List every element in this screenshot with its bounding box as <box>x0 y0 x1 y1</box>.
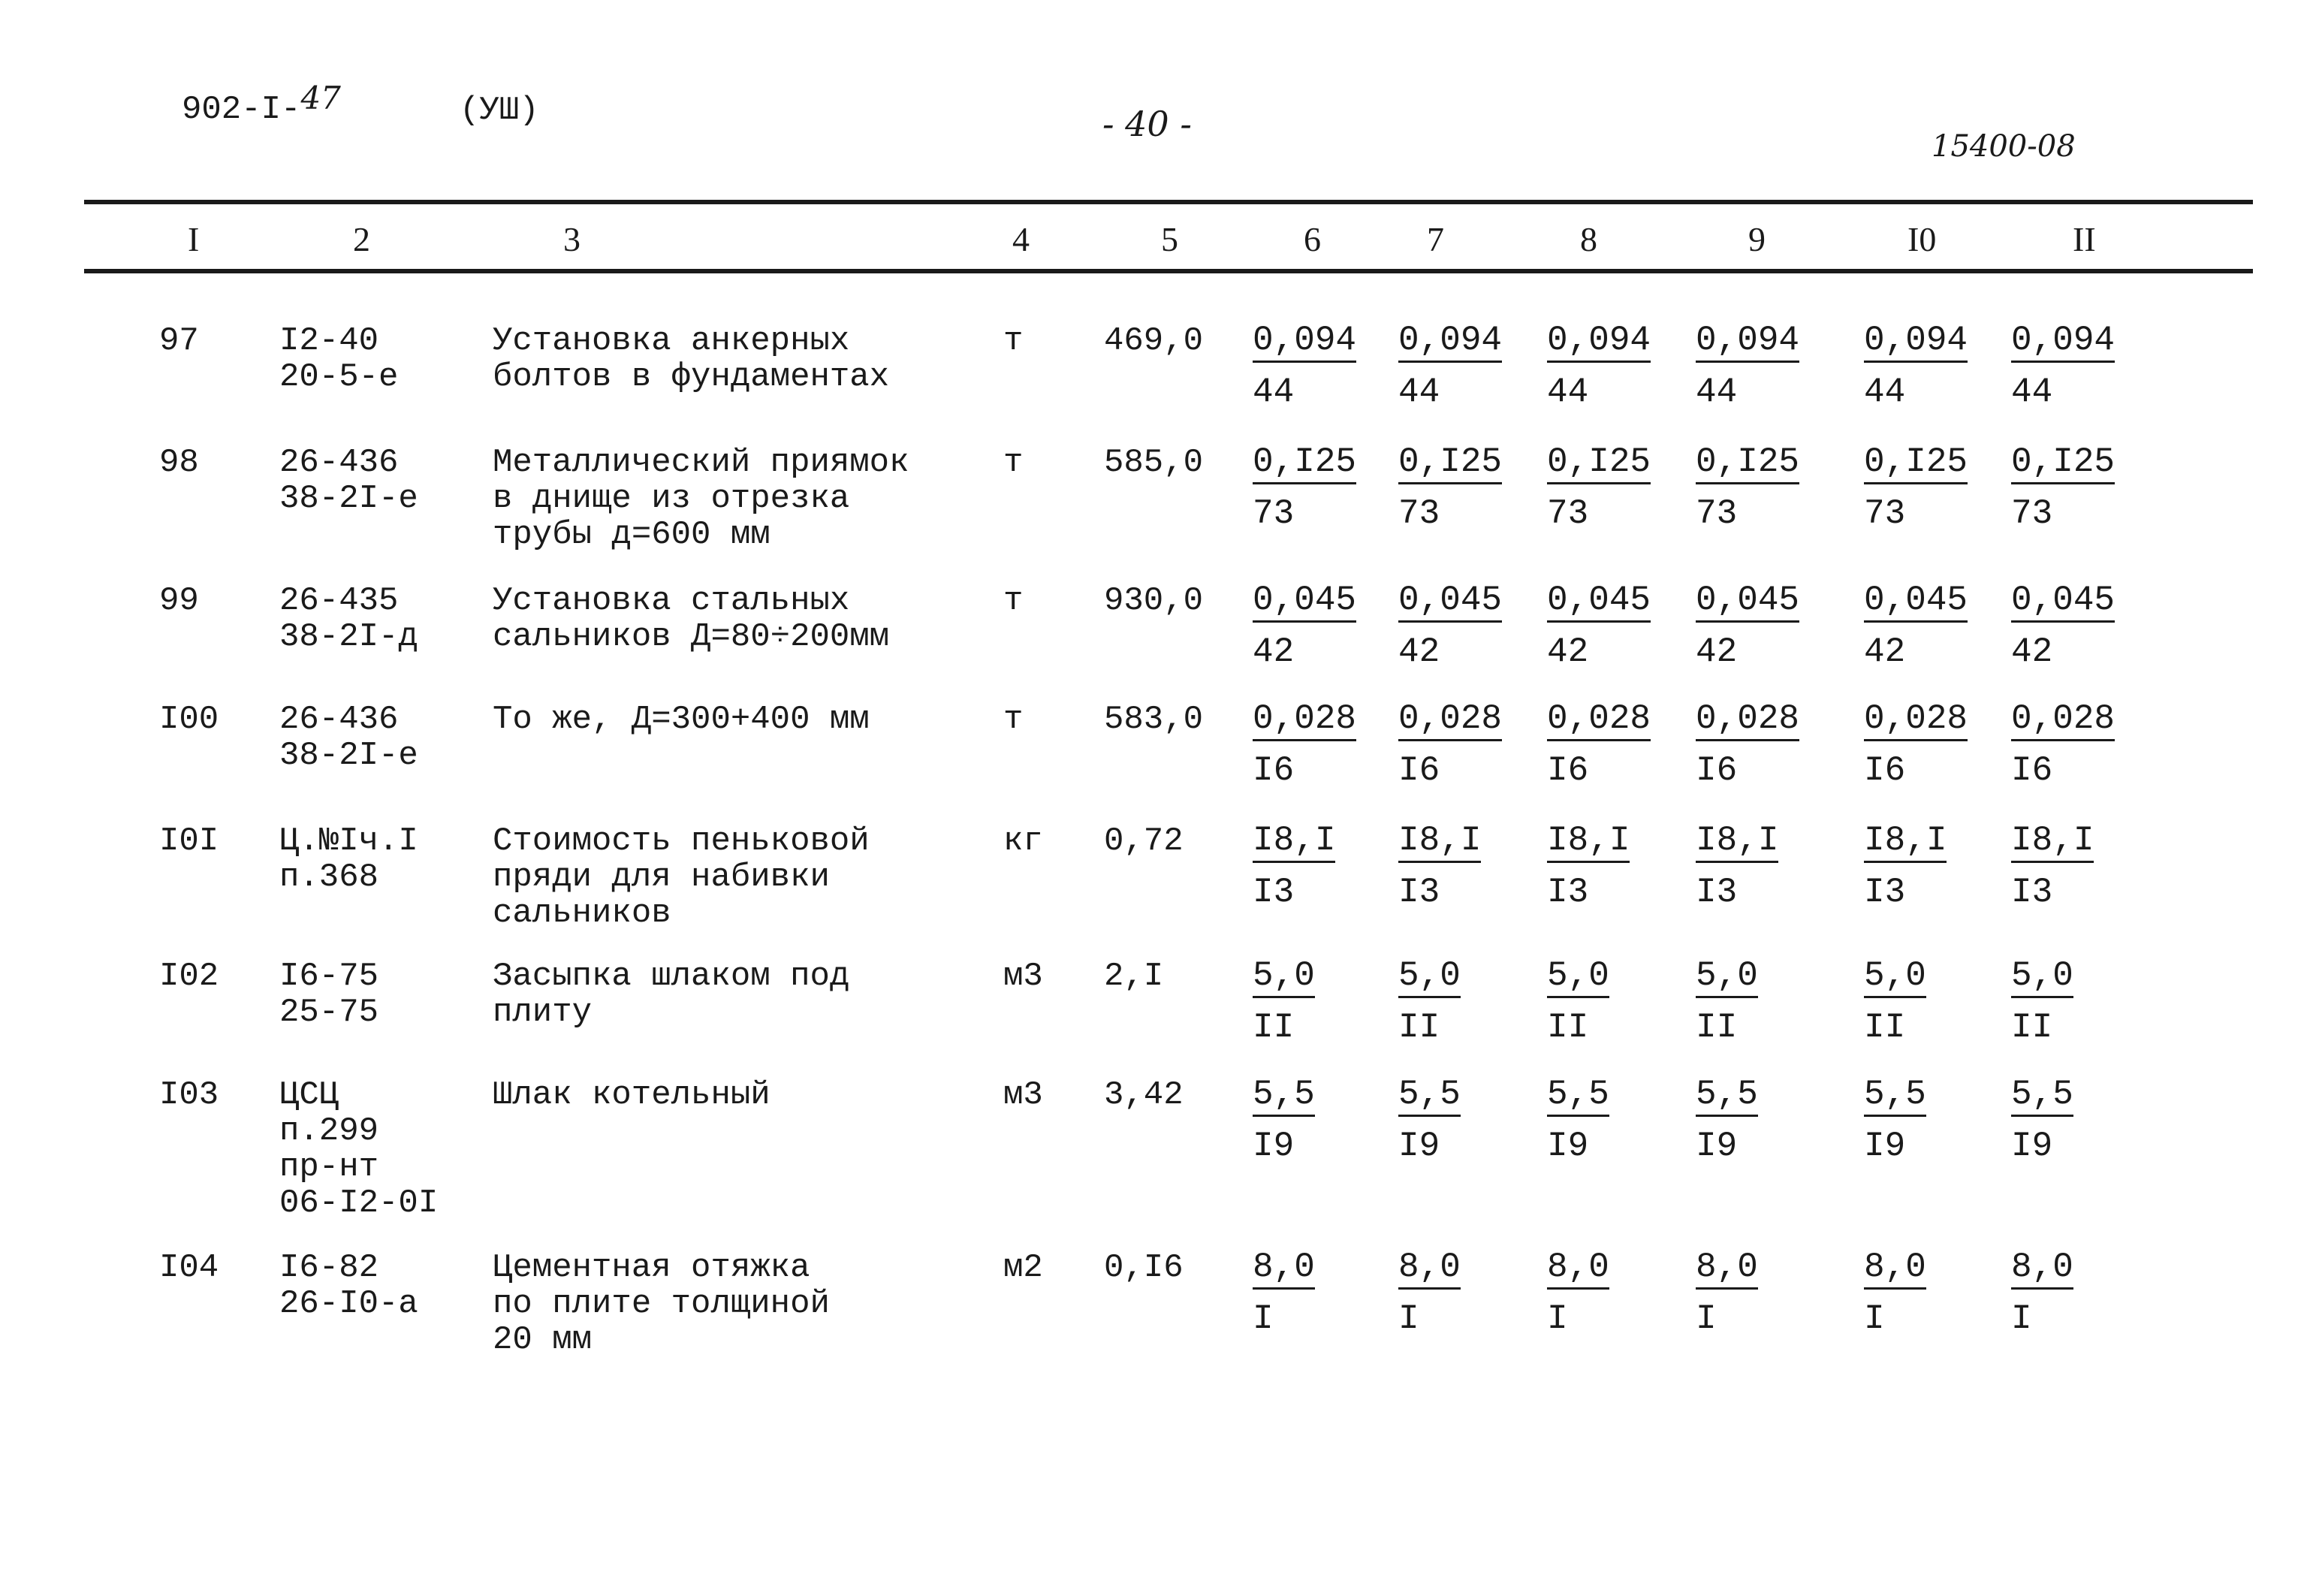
norm-code: I6-82 26-I0-а <box>279 1249 418 1323</box>
value-numerator: 0,094 <box>1696 321 1799 363</box>
column-header-1: I <box>188 220 200 258</box>
value-fraction <box>1547 700 1651 789</box>
value-fraction <box>1864 581 1968 671</box>
value-numerator: I8,I <box>1864 822 1947 863</box>
work-description: Цементная отяжка по плите толщиной 20 мм <box>493 1249 830 1359</box>
value-denominator: 42 <box>2011 632 2053 671</box>
norm-code: 26-436 38-2I-е <box>279 444 418 517</box>
value-numerator: 0,028 <box>1864 700 1968 741</box>
value-denominator: I6 <box>2011 751 2053 790</box>
value-denominator: II <box>1398 1008 1440 1047</box>
column-header-7: 7 <box>1427 220 1444 258</box>
value-denominator: I6 <box>1398 751 1440 790</box>
value-denominator: I <box>2011 1299 2032 1338</box>
value-fraction <box>1398 1076 1461 1165</box>
norm-code: Ц.№Iч.I п.368 <box>279 822 418 896</box>
value-numerator: 0,I25 <box>1253 443 1356 484</box>
value-fraction <box>1398 957 1461 1046</box>
value-denominator: 44 <box>1398 373 1440 412</box>
work-description: Шлак котельный <box>493 1076 771 1114</box>
norm-code: ЦСЦ п.299 пр-нт 06-I2-0I <box>279 1076 439 1222</box>
value-denominator: 42 <box>1547 632 1589 671</box>
value-numerator: 5,0 <box>1864 957 1926 998</box>
value-numerator: 5,0 <box>2011 957 2073 998</box>
value-fraction <box>1864 700 1968 789</box>
unit: т <box>1003 701 1024 738</box>
value-denominator: I <box>1253 1299 1274 1338</box>
value-numerator: 5,0 <box>1696 957 1758 998</box>
value-denominator: 44 <box>1253 373 1295 412</box>
column-header-4: 4 <box>1012 220 1030 258</box>
value-numerator: 0,045 <box>2011 581 2115 623</box>
value-numerator: 8,0 <box>1547 1248 1609 1290</box>
column-header-6: 6 <box>1304 220 1321 258</box>
value-numerator: 5,5 <box>1547 1076 1609 1117</box>
row-number: I03 <box>159 1076 219 1114</box>
norm-code: 26-435 38-2I-д <box>279 582 418 656</box>
value-fraction <box>1253 1248 1315 1338</box>
value-numerator: 0,094 <box>1398 321 1502 363</box>
value-denominator: 44 <box>1864 373 1906 412</box>
value-fraction <box>1696 822 1778 911</box>
value-numerator: 0,028 <box>1253 700 1356 741</box>
value-denominator: II <box>1696 1008 1738 1047</box>
value-numerator: 0,I25 <box>2011 443 2115 484</box>
value-numerator: I8,I <box>1547 822 1630 863</box>
unit-price: 0,72 <box>1104 822 1184 860</box>
table-header-rule <box>84 269 2253 273</box>
unit: м2 <box>1003 1249 1043 1287</box>
value-fraction <box>1547 321 1651 411</box>
value-numerator: 5,0 <box>1398 957 1461 998</box>
unit: кг <box>1003 822 1043 860</box>
value-fraction <box>1253 1076 1315 1165</box>
value-fraction <box>1253 581 1356 671</box>
value-fraction <box>1864 1076 1926 1165</box>
value-denominator: I3 <box>1864 873 1906 912</box>
column-header-3: 3 <box>563 220 581 258</box>
value-numerator: 0,I25 <box>1547 443 1651 484</box>
unit-price: 0,I6 <box>1104 1249 1184 1287</box>
value-fraction <box>1864 443 1968 533</box>
value-fraction <box>2011 1248 2073 1338</box>
value-fraction <box>1253 957 1315 1046</box>
value-denominator: I9 <box>1398 1127 1440 1166</box>
value-fraction <box>1864 321 1968 411</box>
row-number: 99 <box>159 582 199 620</box>
value-denominator: I <box>1398 1299 1419 1338</box>
value-fraction <box>2011 581 2115 671</box>
value-denominator: 42 <box>1696 632 1738 671</box>
norm-code: 26-436 38-2I-е <box>279 701 418 774</box>
unit-price: 2,I <box>1104 958 1164 995</box>
value-fraction <box>1547 957 1609 1046</box>
value-fraction <box>1547 581 1651 671</box>
value-denominator: 42 <box>1253 632 1295 671</box>
value-denominator: 73 <box>1864 494 1906 533</box>
value-fraction <box>2011 957 2073 1046</box>
value-numerator: 5,5 <box>2011 1076 2073 1117</box>
document-code-handwritten: 47 <box>300 80 341 116</box>
value-numerator: 0,028 <box>1696 700 1799 741</box>
value-numerator: 0,094 <box>1864 321 1968 363</box>
unit-price: 930,0 <box>1104 582 1204 620</box>
row-number: I00 <box>159 701 219 738</box>
unit: м3 <box>1003 958 1043 995</box>
value-numerator: 0,028 <box>2011 700 2115 741</box>
value-fraction <box>1398 700 1502 789</box>
value-fraction <box>1864 822 1947 911</box>
value-numerator: 0,094 <box>1253 321 1356 363</box>
value-fraction <box>1547 1076 1609 1165</box>
norm-code: I2-40 20-5-е <box>279 322 399 396</box>
value-numerator: 5,0 <box>1253 957 1315 998</box>
value-denominator: I9 <box>1547 1127 1589 1166</box>
value-fraction <box>1696 957 1758 1046</box>
value-numerator: 0,I25 <box>1696 443 1799 484</box>
value-numerator: 0,028 <box>1547 700 1651 741</box>
row-number: I04 <box>159 1249 219 1287</box>
value-numerator: 0,094 <box>1547 321 1651 363</box>
work-description: Засыпка шлаком под плиту <box>493 958 850 1031</box>
value-numerator: I8,I <box>1253 822 1335 863</box>
value-numerator: 5,5 <box>1864 1076 1926 1117</box>
value-denominator: I9 <box>1864 1127 1906 1166</box>
value-fraction <box>1864 1248 1926 1338</box>
value-denominator: II <box>1253 1008 1295 1047</box>
value-numerator: 0,094 <box>2011 321 2115 363</box>
value-denominator: I3 <box>2011 873 2053 912</box>
row-number: 98 <box>159 444 199 481</box>
value-numerator: 8,0 <box>1398 1248 1461 1290</box>
value-fraction <box>1696 321 1799 411</box>
value-numerator: I8,I <box>2011 822 2094 863</box>
value-denominator: I6 <box>1253 751 1295 790</box>
value-numerator: 8,0 <box>1696 1248 1758 1290</box>
value-numerator: 8,0 <box>1864 1248 1926 1290</box>
value-denominator: 73 <box>1398 494 1440 533</box>
unit: т <box>1003 322 1024 360</box>
value-denominator: I6 <box>1547 751 1589 790</box>
value-denominator: I6 <box>1696 751 1738 790</box>
value-denominator: II <box>2011 1008 2053 1047</box>
value-numerator: 0,028 <box>1398 700 1502 741</box>
value-numerator: 0,045 <box>1398 581 1502 623</box>
value-denominator: I9 <box>2011 1127 2053 1166</box>
unit-price: 585,0 <box>1104 444 1204 481</box>
value-denominator: I <box>1696 1299 1717 1338</box>
value-fraction <box>1398 443 1502 533</box>
unit-price: 469,0 <box>1104 322 1204 360</box>
value-denominator: 73 <box>2011 494 2053 533</box>
inventory-stamp: 15400-08 <box>1932 129 2076 164</box>
unit: м3 <box>1003 1076 1043 1114</box>
value-fraction <box>2011 700 2115 789</box>
value-denominator: II <box>1547 1008 1589 1047</box>
column-header-5: 5 <box>1161 220 1178 258</box>
work-description: Стоимость пеньковой пряди для набивки сальников <box>493 822 870 932</box>
value-denominator: I9 <box>1253 1127 1295 1166</box>
value-denominator: 42 <box>1864 632 1906 671</box>
value-denominator: 44 <box>2011 373 2053 412</box>
value-numerator: I8,I <box>1398 822 1481 863</box>
value-denominator: I9 <box>1696 1127 1738 1166</box>
value-denominator: 42 <box>1398 632 1440 671</box>
value-numerator: 0,I25 <box>1864 443 1968 484</box>
value-fraction <box>1253 321 1356 411</box>
row-number: 97 <box>159 322 199 360</box>
value-numerator: I8,I <box>1696 822 1778 863</box>
value-fraction <box>1398 581 1502 671</box>
value-denominator: 44 <box>1547 373 1589 412</box>
column-header-8: 8 <box>1580 220 1597 258</box>
value-numerator: 0,045 <box>1253 581 1356 623</box>
value-numerator: 8,0 <box>2011 1248 2073 1290</box>
page-number: - 40 - <box>1102 104 1192 144</box>
value-fraction <box>1696 1248 1758 1338</box>
row-number: I0I <box>159 822 219 860</box>
value-fraction <box>1696 700 1799 789</box>
unit: т <box>1003 444 1024 481</box>
value-fraction <box>1253 443 1356 533</box>
value-fraction <box>1696 581 1799 671</box>
value-numerator: 0,I25 <box>1398 443 1502 484</box>
value-fraction <box>2011 443 2115 533</box>
section-label: (УШ) <box>460 92 539 129</box>
work-description: Металлический приямок в днище из отрезка трубы д=600 мм <box>493 444 909 554</box>
value-fraction <box>1398 321 1502 411</box>
value-denominator: I3 <box>1398 873 1440 912</box>
column-header-9: 9 <box>1748 220 1766 258</box>
value-fraction <box>1398 1248 1461 1338</box>
value-denominator: II <box>1864 1008 1906 1047</box>
value-numerator: 0,045 <box>1547 581 1651 623</box>
unit-price: 583,0 <box>1104 701 1204 738</box>
column-header-10: I0 <box>1907 220 1937 258</box>
value-numerator: 5,0 <box>1547 957 1609 998</box>
value-fraction <box>1547 822 1630 911</box>
unit: т <box>1003 582 1024 620</box>
work-description: Установка анкерных болтов в фундаментах <box>493 322 890 396</box>
column-header-11: II <box>2073 220 2096 258</box>
value-denominator: I3 <box>1547 873 1589 912</box>
value-denominator: I <box>1547 1299 1568 1338</box>
value-numerator: 5,5 <box>1398 1076 1461 1117</box>
value-fraction <box>2011 822 2094 911</box>
value-denominator: I3 <box>1696 873 1738 912</box>
value-fraction <box>1864 957 1926 1046</box>
table-top-rule <box>84 200 2253 204</box>
value-denominator: I <box>1864 1299 1885 1338</box>
value-numerator: 8,0 <box>1253 1248 1315 1290</box>
value-denominator: 73 <box>1253 494 1295 533</box>
column-header-2: 2 <box>353 220 370 258</box>
value-numerator: 5,5 <box>1253 1076 1315 1117</box>
document-code: 902-I-47 <box>182 80 341 128</box>
value-numerator: 0,045 <box>1864 581 1968 623</box>
value-fraction <box>1398 822 1481 911</box>
value-fraction <box>1547 1248 1609 1338</box>
value-fraction <box>1253 700 1356 789</box>
value-numerator: 0,045 <box>1696 581 1799 623</box>
value-denominator: 73 <box>1547 494 1589 533</box>
work-description: То же, Д=300+400 мм <box>493 701 870 738</box>
value-fraction <box>1696 443 1799 533</box>
value-fraction <box>1547 443 1651 533</box>
value-numerator: 5,5 <box>1696 1076 1758 1117</box>
row-number: I02 <box>159 958 219 995</box>
value-denominator: 73 <box>1696 494 1738 533</box>
value-denominator: I3 <box>1253 873 1295 912</box>
value-fraction <box>1696 1076 1758 1165</box>
unit-price: 3,42 <box>1104 1076 1184 1114</box>
value-fraction <box>2011 321 2115 411</box>
value-fraction <box>2011 1076 2073 1165</box>
value-denominator: 44 <box>1696 373 1738 412</box>
value-fraction <box>1253 822 1335 911</box>
value-denominator: I6 <box>1864 751 1906 790</box>
norm-code: I6-75 25-75 <box>279 958 379 1031</box>
work-description: Установка стальных сальников Д=80÷200мм <box>493 582 890 656</box>
